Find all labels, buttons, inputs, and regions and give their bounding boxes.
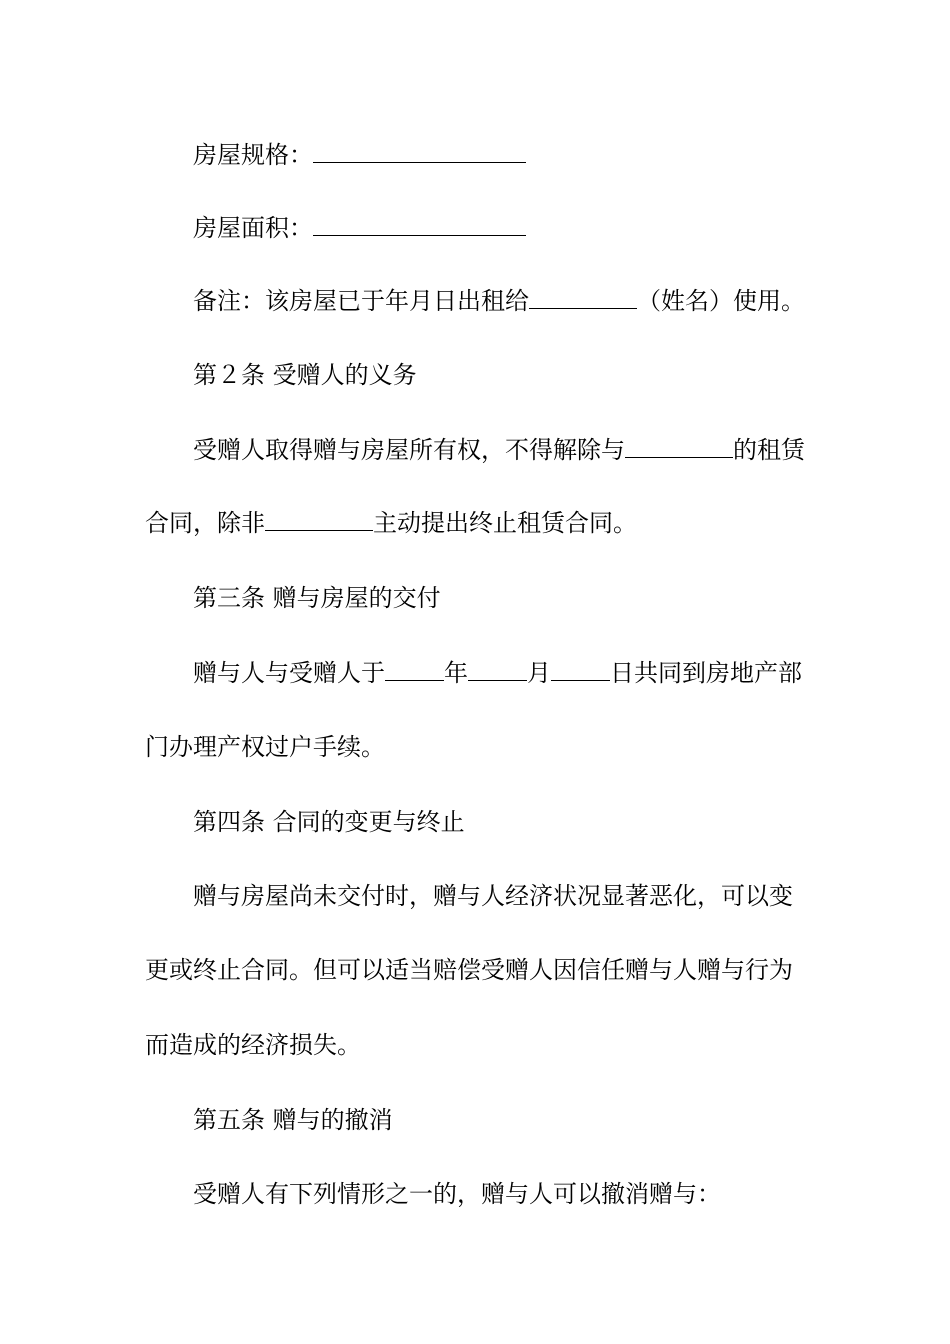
house-spec-line (193, 140, 526, 170)
article-3-text-part3: 月 (527, 659, 551, 687)
tenant-blank-1 (625, 435, 733, 458)
house-spec-label: 房屋规格： (193, 141, 313, 169)
article-5-heading (193, 1105, 393, 1135)
article-2-line2-after: 主动提出终止租赁合同。 (373, 509, 637, 537)
month-blank (468, 658, 527, 681)
house-spec-blank (313, 140, 526, 163)
article-3-title: 第三条 赠与房屋的交付 (193, 584, 441, 612)
tenant-blank-2 (265, 508, 373, 531)
article-5-line1-text: 受赠人有下列情形之一的，赠与人可以撤消赠与： (193, 1180, 721, 1208)
article-3-para-line-1 (193, 658, 802, 688)
house-area-label: 房屋面积： (193, 214, 313, 242)
remark-text-after: （姓名）使用。 (637, 287, 805, 315)
remark-line (193, 286, 805, 316)
article-5-title: 第五条 赠与的撤消 (193, 1106, 393, 1134)
article-4-line3-text: 而造成的经济损失。 (145, 1031, 361, 1059)
article-4-para-line-3 (145, 1030, 361, 1060)
article-2-para-line-2 (145, 508, 637, 538)
article-4-line1-text: 赠与房屋尚未交付时，赠与人经济状况显著恶化，可以变 (193, 882, 793, 910)
article-3-text-part2: 年 (444, 659, 468, 687)
article-5-para-line-1 (193, 1179, 721, 1209)
article-3-line2-text: 门办理产权过户手续。 (145, 733, 385, 761)
article-4-heading (193, 807, 465, 837)
article-2-para-line-1 (193, 435, 805, 465)
article-3-text-part1: 赠与人与受赠人于 (193, 659, 385, 687)
house-area-line (193, 213, 526, 243)
article-3-text-part4: 日共同到房地产部 (610, 659, 802, 687)
tenant-name-blank (529, 286, 637, 309)
year-blank (385, 658, 444, 681)
article-3-para-line-2 (145, 732, 385, 762)
remark-text-before: 备注：该房屋已于年月日出租给 (193, 287, 529, 315)
article-2-line2-before: 合同，除非 (145, 509, 265, 537)
article-3-heading (193, 583, 441, 613)
article-2-text-after: 的租赁 (733, 436, 805, 464)
article-2-text-before: 受赠人取得赠与房屋所有权，不得解除与 (193, 436, 625, 464)
house-area-blank (313, 213, 526, 236)
day-blank (551, 658, 610, 681)
article-4-line2-text: 更或终止合同。但可以适当赔偿受赠人因信任赠与人赠与行为 (145, 956, 793, 984)
article-2-title: 第２条 受赠人的义务 (193, 361, 417, 389)
article-4-title: 第四条 合同的变更与终止 (193, 808, 465, 836)
article-2-heading (193, 360, 417, 390)
article-4-para-line-2 (145, 955, 793, 985)
article-4-para-line-1 (193, 881, 793, 911)
